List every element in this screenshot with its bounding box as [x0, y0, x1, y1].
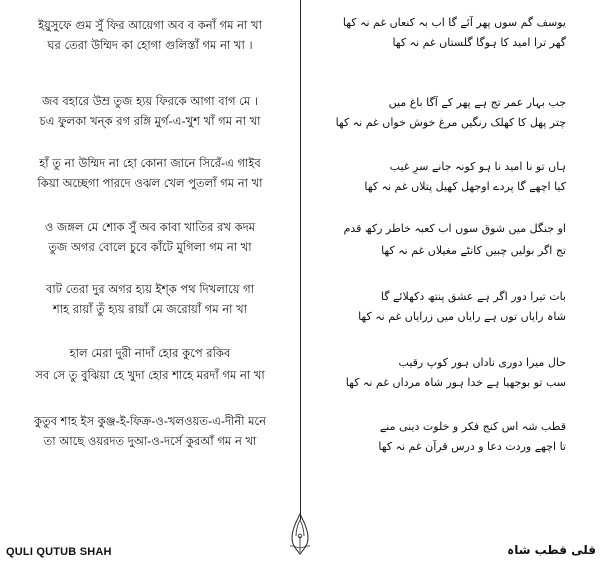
urdu-line: یوسف گم سوں پھر آئے گا اب بہ کنعاں غم نہ کھا — [342, 16, 566, 29]
pen-nib-icon — [286, 512, 314, 556]
urdu-line: شاہ رایاں توں ہے رایاں میں زرایاں غم نہ کھا — [358, 310, 566, 323]
urdu-line: چتر پھل کا کھلک رنگیں مرغ خوش خواں غم نہ کھا — [335, 116, 566, 129]
urdu-line: جب بہار عمر تج ہے پھر کے آگا باغ میں — [388, 96, 566, 109]
author-name-urdu: قلی قطب شاہ — [507, 543, 596, 557]
bengali-line: তুজ অগর বোলে চুবে কাঁটে মুগিলা গম না খা — [48, 240, 252, 254]
urdu-line: بات تیرا دور اگر ہے عشق پنتھ دکھلائے گا — [380, 290, 566, 303]
bengali-line: হাঁ তু না উম্মিদ না হো কোনা জানে সিরেঁ-এ গাইব — [39, 156, 261, 170]
bengali-line: ঘর তেরা উম্মিদ কা হোগা গুলিস্তাঁ গম না খা । — [47, 38, 253, 52]
urdu-line: قطب شہ اس کنج فکر و خلوت دینی منے — [379, 420, 566, 433]
urdu-line: سب تو بوجھیا ہے خدا ہور شاہ مرداں غم نہ کھا — [345, 376, 566, 389]
bengali-line: চএ ফুলকা খন্ক রগ রঙ্গি মুর্গ-এ-খুশ খাঁ গম না খা — [39, 114, 261, 128]
bengali-line: বাট তেরা দুর অগর হ্যয় ইশ্ক পথ দিখলায়ে গা — [45, 282, 255, 296]
urdu-line: او جنگل میں شوق سوں اب کعبہ خاطر رکھ قدم — [343, 222, 566, 235]
bengali-line: কুতুব শাহ ইস কুঞ্জ-ই-ফিক্র-ও-খলওয়ত-এ-দীনী মনে — [33, 414, 267, 428]
bengali-line: ও জঙ্গল মে শোক সুঁ অব কাবা খাতির রখ কদম — [44, 220, 256, 234]
bengali-line: তা আছে ওয়রদত দুআ-ও-দর্সে কুরআঁ গম ন খা — [43, 434, 257, 448]
bengali-line: ইয়ুসুফে গুম সুঁ ফির আয়েগা অব ব কনাঁ গম না খা — [38, 18, 262, 32]
urdu-line: گھر ترا امید کا ہوگا گلستاں غم نہ کھا — [392, 36, 566, 49]
author-name-english: QULI QUTUB SHAH — [6, 546, 112, 558]
bengali-line: শাহ রায়াঁ তুঁ হ্যয় রায়াঁ মে জরোয়াঁ গম না খা — [52, 302, 248, 316]
urdu-line: کیا اچھے گا پردے اوجھل کھیل پتلاں غم نہ کھا — [364, 180, 566, 193]
urdu-line: تج اگر بولیں چبیں کانٹے مغیلاں غم نہ کھا — [381, 244, 566, 257]
bengali-line: সব সে তু বুঝিয়া হে খুদা হোর শাহে মরদাঁ গম না খা — [35, 368, 265, 382]
urdu-line: تا اچھے وردت دعا و درس قرآن غم نہ کھا — [378, 440, 566, 453]
bengali-line: জব বহারে উম্র তুজ হ্যয় ফিরকে আগা বাগ মে । — [42, 94, 258, 108]
urdu-line: حال میرا دوری ناداں ہور کوپ رقیب — [398, 356, 566, 369]
right-page — [301, 0, 600, 574]
bengali-line: হাল মেরা দুরী নাদাঁ হোর কুপে রকিব — [69, 346, 231, 360]
urdu-line: ہاں تو نا امید نا ہو کونہ جانے سرِ غیب — [389, 160, 566, 173]
bengali-line: কিয়া অচ্ছেগা পারদে ওঝল খেল পুতলাঁ গম না খা — [37, 176, 263, 190]
